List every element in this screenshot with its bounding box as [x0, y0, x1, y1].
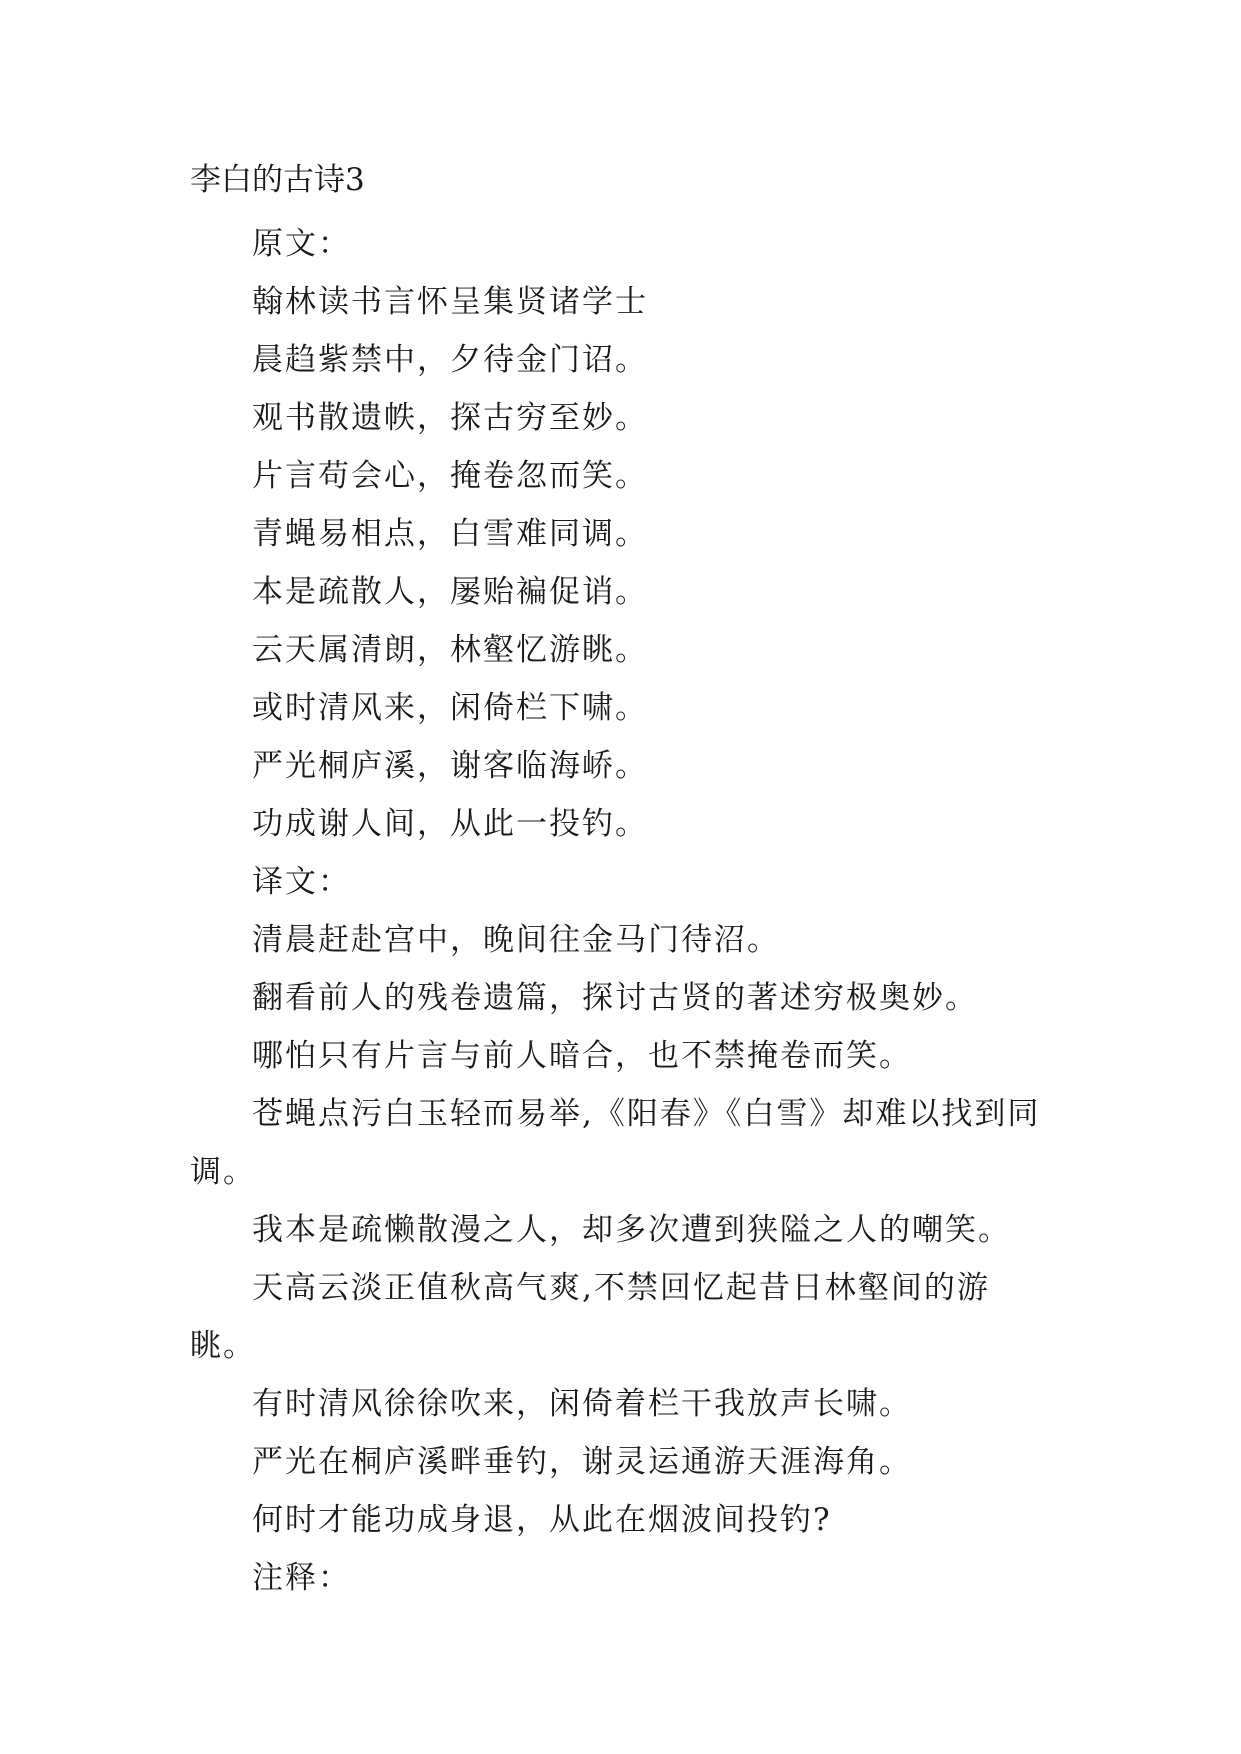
poem-line: 晨趋紫禁中，夕待金门诏。 [252, 342, 648, 378]
translation-line: 苍蝇点污白玉轻而易举,《阳春》《白雪》却难以找到同调。 [190, 1096, 1041, 1190]
poem-line: 青蝇易相点，白雪难同调。 [252, 516, 648, 552]
translation-line: 严光在桐庐溪畔垂钓，谢灵运通游天涯海角。 [252, 1444, 912, 1480]
document-body [190, 215, 1050, 1607]
poem-line: 观书散遗帙，探古穷至妙。 [252, 400, 648, 436]
notes-heading: 注释： [252, 1560, 351, 1596]
translation-line: 翻看前人的残卷遗篇，探讨古贤的著述穷极奥妙。 [252, 980, 978, 1016]
translation-line: 天高云淡正值秋高气爽,不禁回忆起昔日林壑间的游眺。 [190, 1270, 990, 1364]
original-heading: 原文： [252, 226, 351, 262]
poem-line: 或时清风来，闲倚栏下啸。 [252, 690, 648, 726]
document-title: 李白的古诗3 [190, 162, 365, 198]
translation-line: 哪怕只有片言与前人暗合，也不禁掩卷而笑。 [252, 1038, 912, 1074]
poem-line: 功成谢人间，从此一投钓。 [252, 806, 648, 842]
poem-line: 严光桐庐溪，谢客临海峤。 [252, 748, 648, 784]
poem-line: 本是疏散人，屡贻褊促诮。 [252, 574, 648, 610]
translation-heading: 译文： [252, 864, 351, 900]
translation-line: 清晨赶赴宫中，晚间往金马门待沼。 [252, 922, 780, 958]
translation-line: 有时清风徐徐吹来，闲倚着栏干我放声长啸。 [252, 1386, 912, 1422]
poem-line: 云天属清朗，林壑忆游眺。 [252, 632, 648, 668]
poem-title-line: 翰林读书言怀呈集贤诸学士 [252, 284, 648, 320]
poem-line: 片言苟会心，掩卷忽而笑。 [252, 458, 648, 494]
translation-line: 我本是疏懒散漫之人，却多次遭到狭隘之人的嘲笑。 [252, 1212, 1011, 1248]
translation-line: 何时才能功成身退，从此在烟波间投钓? [252, 1502, 832, 1538]
